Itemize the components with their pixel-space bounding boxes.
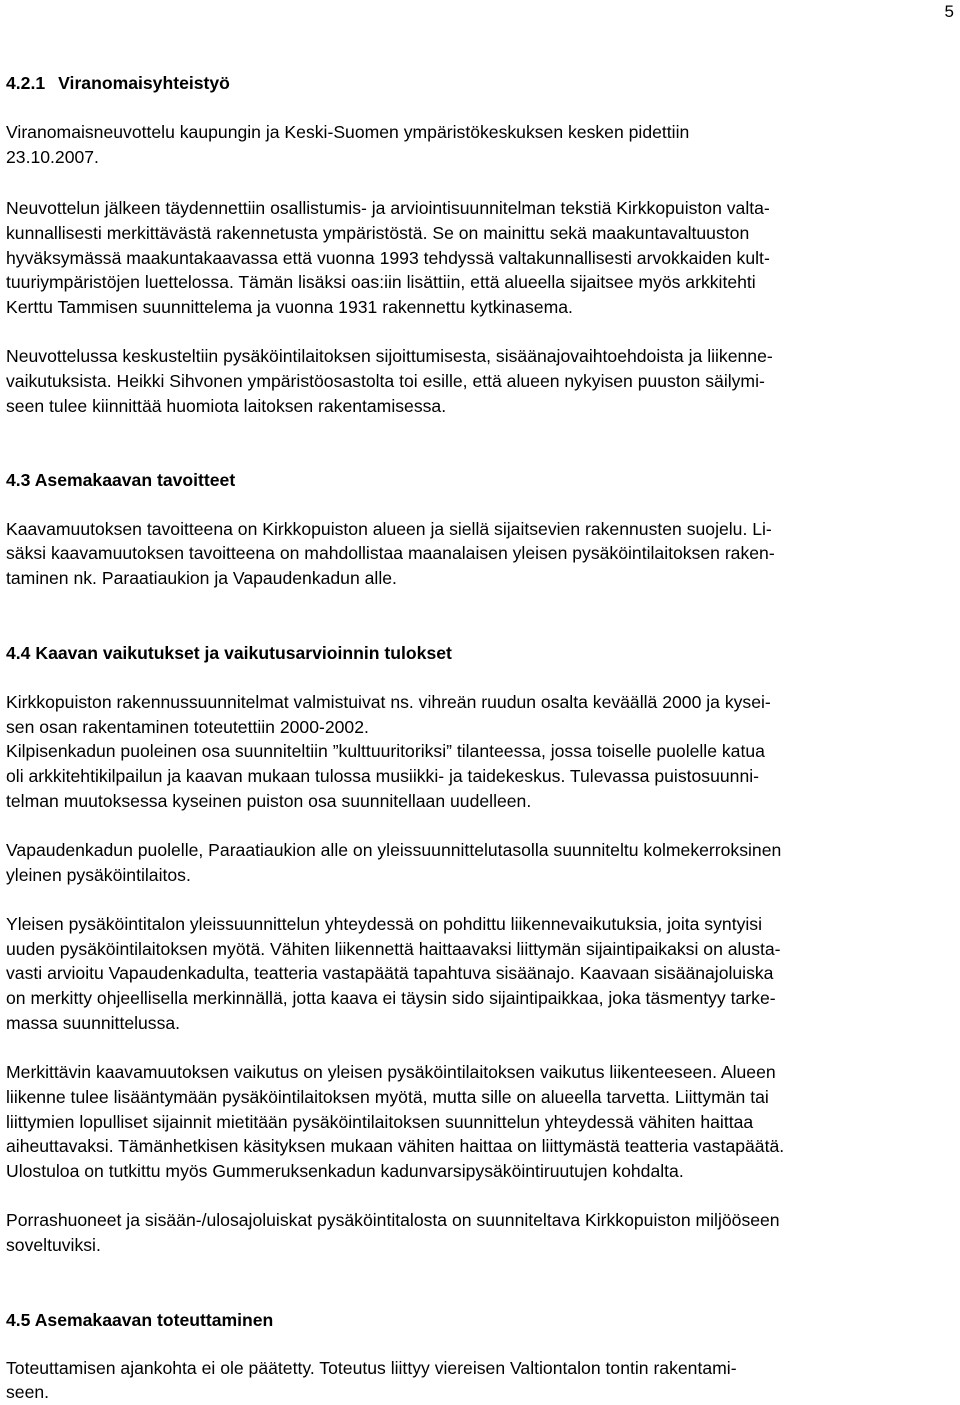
- text-line: Kilpisenkadun puoleinen osa suunniteltiin ”kulttuuritoriksi” tilanteessa, jossa toiselle puolelle katua: [6, 741, 765, 761]
- section-title: Asemakaavan tavoitteet: [34, 470, 236, 490]
- text-line: massa suunnittelussa.: [6, 1013, 181, 1033]
- text-line: soveltuviksi.: [6, 1235, 101, 1255]
- text-line: aiheuttavaksi. Tämänhetkisen käsityksen mukaan vähiten haittaa on liittymästä teatteria vastapäätä.: [6, 1136, 785, 1156]
- text-line: Merkittävin kaavamuutoksen vaikutus on yleisen pysäköintilaitoksen vaikutus liikenteeseen. Alueen: [6, 1062, 776, 1082]
- text-line: yleinen pysäköintilaitos.: [6, 865, 191, 885]
- text-line: on merkitty ohjeellisella merkinnällä, jotta kaava ei täysin sido sijaintipaikkaa, joka täsmentyy tarke-: [6, 988, 776, 1008]
- section-heading-4-3: [6, 468, 235, 493]
- text-line: uuden pysäköintilaitoksen myötä. Vähiten liikennettä haittaavaksi liittymän sijaintipaikaksi on alusta-: [6, 939, 781, 959]
- text-line: Kerttu Tammisen suunnittelema ja vuonna 1931 rakennettu kytkinasema.: [6, 297, 573, 317]
- section-title: Kaavan vaikutukset ja vaikutusarvioinnin tulokset: [35, 643, 452, 663]
- section-title: Asemakaavan toteuttaminen: [34, 1310, 274, 1330]
- text-line: Neuvottelussa keskusteltiin pysäköintilaitoksen sijoittumisesta, sisäänajovaihtoehdoista ja liikenne-: [6, 346, 773, 366]
- text-line: Vapaudenkadun puolelle, Paraatiaukion alle on yleissuunnittelutasolla suunniteltu kolmekerroksinen: [6, 840, 782, 860]
- page-number: 5: [944, 2, 954, 21]
- text-line: Kaavamuutoksen tavoitteena on Kirkkopuiston alueen ja siellä sijaitsevien rakennusten suojelu. Li-: [6, 519, 772, 539]
- section-number: 4.3: [6, 470, 31, 490]
- text-line: kunnallisesti merkittävästä rakennetusta ympäristöstä. Se on mainittu sekä maakuntavaltuuston: [6, 223, 750, 243]
- text-line: seen.: [6, 1382, 50, 1402]
- section-number: 4.4: [6, 643, 31, 663]
- section-number: 4.2.1: [6, 73, 46, 93]
- text-line: tuuriympäristöjen luettelossa. Tämän lisäksi oas:iin lisättiin, että alueella sijaitsee myös arkkitehti: [6, 272, 756, 292]
- text-line: taminen nk. Paraatiaukion ja Vapaudenkadun alle.: [6, 568, 397, 588]
- text-line: hyväksymässä maakuntakaavassa että vuonna 1993 tehdyssä valtakunnallisesti arvokkaiden kult-: [6, 248, 770, 268]
- text-line: Toteuttamisen ajankohta ei ole päätetty. Toteutus liittyy viereisen Valtiontalon tontin rakentami-: [6, 1358, 737, 1378]
- text-line: vaikutuksista. Heikki Sihvonen ympäristöosastolta toi esille, että alueen nykyisen puuston säilymi-: [6, 371, 765, 391]
- section-heading-4-4: [6, 641, 452, 666]
- text-line: telman muutoksessa kyseinen puiston osa suunnitellaan uudelleen.: [6, 791, 532, 811]
- text-line: Neuvottelun jälkeen täydennettiin osallistumis- ja arviointisuunnitelman tekstiä Kirkkopuiston valta-: [6, 198, 770, 218]
- section-heading-4-2-1: [6, 71, 230, 96]
- section-title: Viranomaisyhteistyö: [58, 73, 230, 93]
- text-line: liittymien lopulliset sijainnit mietitään pysäköintilaitoksen suunnittelun yhteydessä vähiten haittaa: [6, 1112, 754, 1132]
- text-line: Kirkkopuiston rakennussuunnitelmat valmistuivat ns. vihreän ruudun osalta keväällä 2000 ja kysei-: [6, 692, 771, 712]
- text-line: Yleisen pysäköintitalon yleissuunnittelun yhteydessä on pohdittu liikennevaikutuksia, joita syntyisi: [6, 914, 762, 934]
- text-line: oli arkkitehtikilpailun ja kaavan mukaan tulossa musiikki- ja taidekeskus. Tulevassa puistosuunni-: [6, 766, 759, 786]
- text-line: vasti arvioitu Vapaudenkadulta, teatteria vastapäätä tapahtuva sisäänajo. Kaavaan sisäänajoluiska: [6, 963, 774, 983]
- text-line: sen osan rakentaminen toteutettiin 2000-2002.: [6, 717, 369, 737]
- section-heading-4-5: [6, 1308, 273, 1333]
- section-number: 4.5: [6, 1310, 31, 1330]
- text-line: Viranomaisneuvottelu kaupungin ja Keski-Suomen ympäristökeskuksen kesken pidettiin: [6, 122, 690, 142]
- text-line: liikenne tulee lisääntymään pysäköintilaitoksen myötä, mutta sille on alueella tarvetta. Liittymän tai: [6, 1087, 769, 1107]
- text-line: säksi kaavamuutoksen tavoitteena on mahdollistaa maanalaisen yleisen pysäköintilaitoksen raken-: [6, 543, 775, 563]
- text-line: Ulostuloa on tutkittu myös Gummeruksenkadun kadunvarsipysäköintiruutujen kohdalta.: [6, 1161, 684, 1181]
- text-line: Porrashuoneet ja sisään-/ulosajoluiskat pysäköintitalosta on suunniteltava Kirkkopuiston miljööseen: [6, 1210, 780, 1230]
- text-line: seen tulee kiinnittää huomiota laitoksen rakentamisessa.: [6, 396, 447, 416]
- text-line: 23.10.2007.: [6, 147, 99, 167]
